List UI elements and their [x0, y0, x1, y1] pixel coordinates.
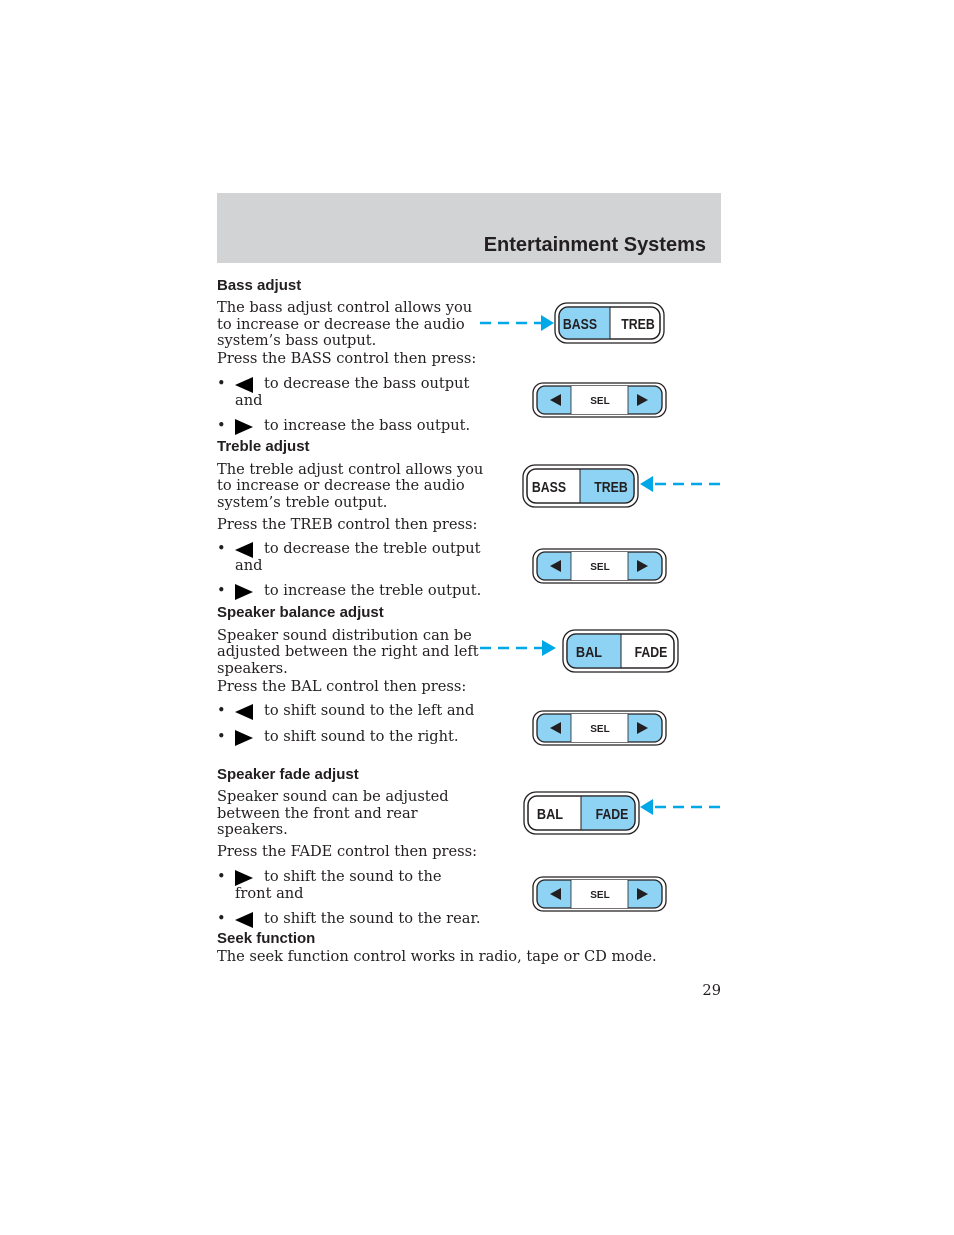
controls-figure — [470, 295, 722, 915]
sel-rocker-4 — [533, 877, 666, 911]
bullet-dot: • — [217, 375, 226, 392]
treb-label: TREB — [594, 478, 628, 496]
sel-label: SEL — [590, 396, 610, 407]
sel-label: SEL — [590, 562, 610, 573]
left-arrow-icon — [235, 912, 253, 928]
fade-bullet-front-cont: front and — [235, 885, 304, 902]
sel-rocker-2 — [533, 549, 666, 583]
bullet-dot: • — [217, 417, 226, 434]
bass-treb-button-treb-highlight — [523, 465, 720, 507]
bass-label: BASS — [562, 315, 598, 333]
right-arrow-icon — [235, 419, 253, 435]
treble-bullet-decrease-cont: and — [235, 557, 263, 574]
balance-para-line3: speakers. — [217, 660, 288, 677]
seek-para: The seek function control works in radio, tape or CD mode. — [217, 948, 657, 965]
bullet-dot: • — [217, 540, 226, 557]
page-number: 29 — [702, 982, 721, 999]
right-arrow-icon — [235, 870, 253, 886]
bal-fade-button-bal-highlight — [480, 630, 678, 672]
right-arrow-icon — [235, 730, 253, 746]
treble-para-line3: system’s treble output. — [217, 494, 388, 511]
bass-treb-button-bass-highlight — [480, 303, 664, 343]
bullet-dot: • — [217, 582, 226, 599]
fade-para-line2: between the front and rear — [217, 805, 418, 822]
balance-press-text: Press the BAL control then press: — [217, 678, 467, 695]
bass-para-line1: The bass adjust control allows you — [217, 299, 473, 316]
balance-bullet-right-text: to shift sound to the right. — [264, 728, 459, 745]
fade-label: FADE — [595, 805, 629, 823]
bullet-dot: • — [217, 910, 226, 927]
section-title: Entertainment Systems — [483, 234, 706, 256]
balance-heading: Speaker balance adjust — [217, 604, 384, 621]
fade-heading: Speaker fade adjust — [217, 766, 359, 783]
balance-para-line1: Speaker sound distribution can be — [217, 627, 472, 644]
treble-bullet-decrease-text: to decrease the treble output — [264, 540, 481, 557]
bal-label: BAL — [575, 642, 603, 661]
bass-para-line2: to increase or decrease the audio — [217, 316, 465, 333]
sel-label: SEL — [590, 724, 610, 735]
bullet-dot: • — [217, 728, 226, 745]
header-band — [217, 193, 721, 263]
bass-bullet-increase-text: to increase the bass output. — [264, 417, 471, 434]
treble-para-line2: to increase or decrease the audio — [217, 477, 465, 494]
left-arrow-icon — [235, 542, 253, 558]
treb-label: TREB — [621, 315, 655, 333]
fade-bullet-rear-text: to shift the sound to the rear. — [264, 910, 481, 927]
bass-para-line3: system’s bass output. — [217, 332, 377, 349]
fade-label: FADE — [634, 643, 668, 661]
sel-rocker-3 — [533, 711, 666, 745]
pointer-arrow-icon — [541, 315, 554, 331]
pointer-arrow-icon — [640, 799, 653, 815]
treble-press-text: Press the TREB control then press: — [217, 516, 478, 533]
treble-para-line1: The treble adjust control allows you — [217, 461, 484, 478]
bullet-dot: • — [217, 868, 226, 885]
sel-label: SEL — [590, 890, 610, 901]
balance-para-line2: adjusted between the right and left — [217, 643, 479, 660]
pointer-arrow-icon — [542, 640, 556, 656]
seek-heading: Seek function — [217, 930, 316, 947]
treble-bullet-increase-text: to increase the treble output. — [264, 582, 482, 599]
sel-rocker-1 — [533, 383, 666, 417]
balance-bullet-left-text: to shift sound to the left and — [264, 702, 475, 719]
right-arrow-icon — [235, 584, 253, 600]
pointer-arrow-icon — [640, 476, 653, 492]
bal-label: BAL — [536, 804, 564, 823]
bass-press-text: Press the BASS control then press: — [217, 350, 477, 367]
bal-fade-button-fade-highlight — [524, 792, 720, 834]
fade-para-line1: Speaker sound can be adjusted — [217, 788, 449, 805]
fade-press-text: Press the FADE control then press: — [217, 843, 478, 860]
bass-label: BASS — [531, 478, 567, 496]
bass-bullet-decrease-text: to decrease the bass output — [264, 375, 470, 392]
left-arrow-icon — [235, 704, 253, 720]
fade-para-line3: speakers. — [217, 821, 288, 838]
treble-heading: Treble adjust — [217, 438, 310, 455]
left-arrow-icon — [235, 377, 253, 393]
bullet-dot: • — [217, 702, 226, 719]
fade-bullet-front-text: to shift the sound to the — [264, 868, 442, 885]
bass-bullet-decrease-cont: and — [235, 392, 263, 409]
bass-heading: Bass adjust — [217, 277, 302, 294]
